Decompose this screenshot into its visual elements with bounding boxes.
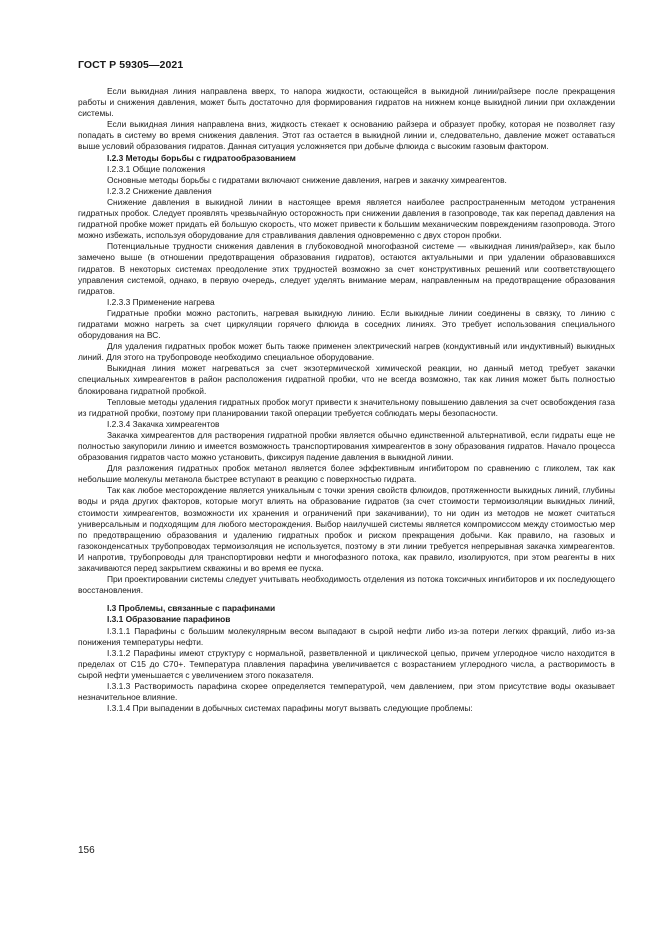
paragraph: Основные методы борьбы с гидратами включают снижение давления, нагрев и закачку химреагентов. xyxy=(107,174,507,185)
paragraph: I.3.1.3 Растворимость парафина скорее определяется температурой, чем давлением, при этом присутствие воды оказывает незначительное влияние. xyxy=(78,680,615,703)
paragraph: I.3.1.1 Парафины с большим молекулярным весом выпадают в сырой нефти либо из-за потери легких фракций, либо из-за понижения температуры нефти. xyxy=(78,625,615,647)
section-heading: I.3 Проблемы, связанные с парафинами xyxy=(107,603,276,614)
paragraph: Если выкидная линия направлена вниз, жидкость стекает к основанию райзера и образует пробку, которая не позволяет газу попадать в систему во время снижения давления. Этот газ остается в выкидной линии и, следовательно, давление может оставаться выше условий образования гидратов. Данная ситуация усложняется при добыче флюида с высоким газовым фактором. xyxy=(78,119,615,152)
paragraph: I.3.1.4 При выпадении в добычных системах парафины могут вызвать следующие проблемы: xyxy=(107,703,473,714)
document-header: ГОСТ Р 59305—2021 xyxy=(78,59,184,71)
paragraph: Для разложения гидратных пробок метанол является более эффективным ингибитором по сравнению с гликолем, так как небольшие молекулы метанола быстрее вступают в реакцию с поверхностью гидрата. xyxy=(78,463,615,485)
paragraph: Выкидная линия может нагреваться за счет экзотермической химической реакции, но данный метод требует закачки специальных химреагентов в район расположения гидратной пробки, что не всегда возможно, так как линия может быть полностью блокирована гидратной пробкой. xyxy=(78,363,615,396)
paragraph: Гидратные пробки можно растопить, нагревая выкидную линию. Если выкидные линии соединены в связку, то линию с гидратами можно нагреть за счет циркуляции горячего флюида в соседних линиях. Это требует использования специального оборудования на ВС. xyxy=(78,307,615,341)
paragraph: Так как любое месторождение является уникальным с точки зрения свойств флюидов, протяженности выкидных линий, глубины воды и ряда других факторов, которые могут влиять на образование гидратов (за счет стоимости термоизоляции выкидных линий, стоимости химреагентов, возможности их хранения и ограничений при закачивании), то ни один из методов не может считаться универсальным и подходящим для любого месторождения. Выбор наилучшей системы является компромиссом между стоимостью мер по предотвращению образования и удалению гидратных пробок и риском прекращения добычи. Как правило, на газовых и газоконденсатных трубопроводах термоизоляция не используется, поэтому в эти линии требуется непрерывная закачка химреагентов. И напротив, трубопроводы для транспортировки нефти и многофазного потока, как правило, изолируются, при этом реагенты в них закачиваются перед закрытием скважины и во время ее пуска. xyxy=(78,485,615,574)
paragraph: При проектировании системы следует учитывать необходимость отделения из потока токсичных ингибиторов и их последующего восстановления. xyxy=(78,574,615,596)
paragraph: Закачка химреагентов для растворения гидратной пробки является обычно единственной альтернативой, если гидраты еще не полностью закупорили линию и имеется возможность транспортирования химреагентов в зону образования гидратов. Начало процесса образования гидратов часто можно установить, фиксируя падение давления в выкидной линии. xyxy=(78,429,615,463)
paragraph: Для удаления гидратных пробок может быть также применен электрический нагрев (кондуктивный или индуктивный) выкидных линий. Для этого на трубопроводе необходимо специальное оборудование. xyxy=(78,341,615,363)
subsection-heading: I.2.3.1 Общие положения xyxy=(107,163,206,174)
paragraph: Потенциальные трудности снижения давления в глубоководной многофазной системе — «выкидная линия/райзер», как было замечено выше (в отношении предотвращения образования гидратов), остаются актуальными и при удалении образовавшихся гидратов. В некоторых системах преодоление этих трудностей возможно за счет конструктивных решений или соответствующего управления системой, однако, в первую очередь, следует уделять внимание мерам, направленным на предотвращение образования гидратов. xyxy=(78,241,615,296)
paragraph: Снижение давления в выкидной линии в настоящее время является наиболее распространенным методом устранения гидратных пробок. Следует проявлять чрезвычайную осторожность при снижении давления в газопроводе, так как перепад давления на гидратной пробке может придать ей большую скорость, что может привести к большим механическим повреждениям газопровода. Этого можно избежать, используя оборудование для стравливания давления одновременно с двух сторон пробки. xyxy=(78,196,615,241)
subsection-heading: I.2.3.2 Снижение давления xyxy=(107,185,212,196)
section-heading: I.2.3 Методы борьбы с гидратообразованием xyxy=(107,152,296,163)
subsection-heading: I.2.3.4 Закачка химреагентов xyxy=(107,418,220,429)
page-body xyxy=(78,86,615,714)
paragraph: Тепловые методы удаления гидратных пробок могут привести к значительному повышению давления за счет освобождения газа из гидратной пробки, поэтому при планировании такой операции требуется соблюдать меры безопасности. xyxy=(78,396,615,418)
paragraph: Если выкидная линия направлена вверх, то напора жидкости, остающейся в выкидной линии/райзере после прекращения работы и снижения давления, может быть достаточно для формирования гидратов на нижнем конце выкидной линии при охлаждении системы. xyxy=(78,86,615,119)
subsection-heading: I.3.1 Образование парафинов xyxy=(107,614,231,625)
subsection-heading: I.2.3.3 Применение нагрева xyxy=(107,296,215,307)
page-number: 156 xyxy=(78,845,95,856)
paragraph: I.3.1.2 Парафины имеют структуру с нормальной, разветвленной и циклической цепью, причем углеродное число находится в пределах от C15 до C70+. Температура плавления парафина увеличивается с возрастанием углеродного числа, а растворимость в сырой нефти уменьшается с увеличением этого показателя. xyxy=(78,647,615,680)
